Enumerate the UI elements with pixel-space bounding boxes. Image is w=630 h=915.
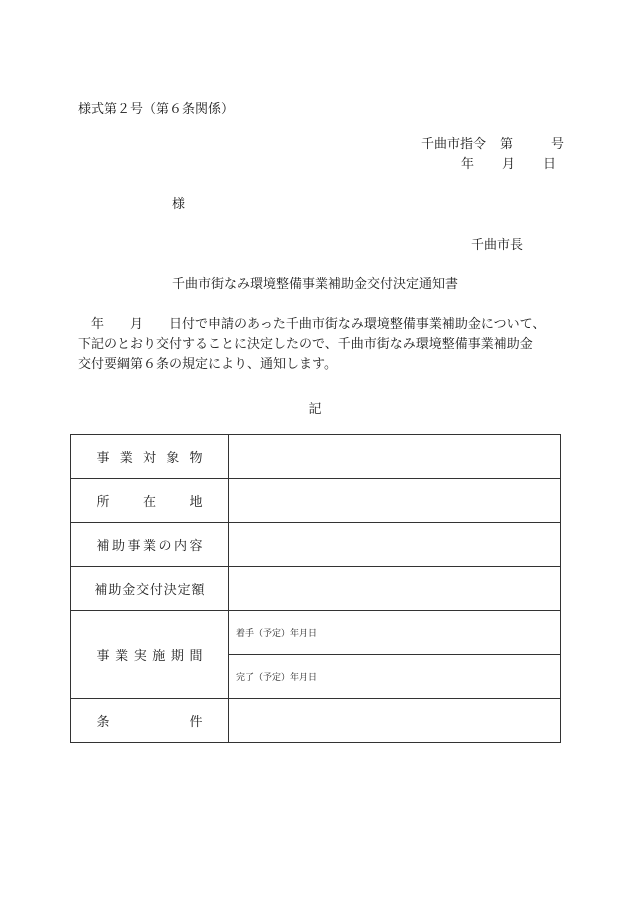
table-row — [71, 435, 561, 479]
label-cell — [71, 523, 229, 567]
body-text — [78, 315, 545, 375]
row-label-target: 事業対象物 — [96, 451, 203, 466]
value-cell-conditions — [229, 699, 561, 743]
table-row — [71, 567, 561, 611]
body-line-3: 交付要綱第６条の規定により、通知します。 — [78, 357, 337, 372]
value-cell-location — [229, 479, 561, 523]
issuer-name: 千曲市長 — [471, 238, 524, 253]
row-label-period: 事業実施期間 — [96, 649, 203, 664]
row-label-location: 所在地 — [96, 495, 203, 510]
ki-heading: 記 — [308, 402, 322, 417]
body-line-1: 年 月 日付で申請のあった千曲市街なみ環境整備事業補助金について、 — [78, 317, 546, 332]
table-row — [71, 699, 561, 743]
reference-dai: 第 — [500, 137, 514, 152]
reference-go: 号 — [551, 137, 565, 152]
reference-number-line — [421, 133, 564, 152]
row-label-content: 補助事業の内容 — [96, 539, 203, 554]
label-cell — [71, 479, 229, 523]
form-number: 様式第２号（第６条関係） — [78, 102, 235, 117]
value-cell-content — [229, 523, 561, 567]
label-cell — [71, 699, 229, 743]
addressee-honorific: 様 — [172, 197, 186, 212]
label-cell — [71, 567, 229, 611]
details-table — [70, 434, 561, 743]
reference-city: 千曲市指令 — [421, 137, 487, 152]
row-label-amount: 補助金交付決定額 — [94, 583, 205, 598]
table-row — [71, 479, 561, 523]
body-line-2: 下記のとおり交付することに決定したので、千曲市街なみ環境整備事業補助金 — [78, 337, 533, 352]
date-month: 月 — [502, 157, 516, 172]
table-row — [71, 611, 561, 655]
label-cell — [71, 435, 229, 479]
table-row — [71, 523, 561, 567]
period-start-cell: 着手（予定）年月日 — [229, 611, 561, 655]
value-cell-amount — [229, 567, 561, 611]
document-title: 千曲市街なみ環境整備事業補助金交付決定通知書 — [171, 277, 458, 292]
date-year: 年 — [461, 157, 475, 172]
date-day: 日 — [543, 157, 557, 172]
row-label-conditions: 条件 — [96, 715, 203, 730]
period-end-cell: 完了（予定）年月日 — [229, 655, 561, 699]
date-line — [461, 153, 556, 172]
label-cell — [71, 611, 229, 699]
value-cell-target — [229, 435, 561, 479]
